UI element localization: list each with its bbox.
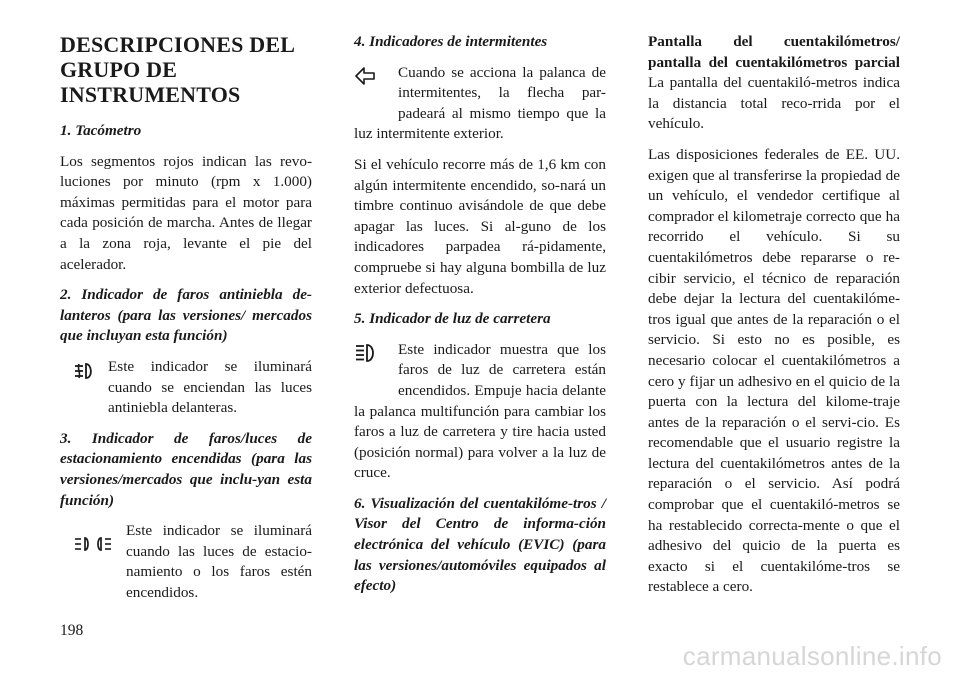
section-4-block [354, 63, 606, 145]
section-5-text: Este indicador muestra que los faros de luz de carretera están encendidos. Empuje hacia delante la palanca multifunción para cambiar los faros a luz de carretera y tire hacia usted (posición normal) para volver a la luz de cruce. [354, 340, 606, 482]
column-right [648, 32, 900, 608]
column-middle [354, 32, 606, 607]
section-4-text: Cuando se acciona la palanca de intermitentes, la flecha par-padeará al mismo tiempo que la luz intermitente exterior. [354, 63, 606, 143]
section-7-text: La pantalla del cuentakiló-metros indica la distancia total reco-rrida por el vehículo. [648, 74, 900, 133]
parking-lights-icon [60, 521, 126, 553]
section-7-heading: Pantalla del cuentakilómetros/ pantalla del cuentakilómetros parcial [648, 33, 900, 71]
watermark: carmanualsonline.info [682, 641, 942, 671]
section-4-heading: 4. Indicadores de intermitentes [354, 33, 548, 50]
section-7-paragraph [648, 32, 900, 135]
section-6-heading: 6. Visualización del cuentakilóme-tros / Visor del Centro de informa-ción electrónica del vehículo (EVIC) (para las versiones/automóviles equipados al efecto) [354, 494, 606, 595]
section-4-text-2: Si el vehículo recorre más de 1,6 km con algún intermitente encendido, so-nará un timbre continuo avisándole de que debe apagar las luces. Si al-guno de los indicadores parpadea rá-pidamente, compruebe si hay alguna bombilla de luz exterior defectuosa. [354, 155, 606, 297]
section-7-text-2: Las disposiciones federales de EE. UU. exigen que al transferirse la propiedad de un vehículo, el vendedor certifique al comprador el kilometraje correcto que ha recorrido el vehículo. Si su cuentakilómetros debe repararse o re-cibir servicio, el técnico de reparación debe dejar la lectura del cuentakilóme-tros igual que antes de la reparación o el servicio. Si esto no es posible, es necesario colocar el cuentakilómetros a cero y fijar un adhesivo en el quicio de la puerta con la lectura del kilome-traje antes de la reparación o el servi-cio. Es recomendable que el usuario registre la lectura del cuentakilómetros antes de la reparación o el servicio. Así podrá comprobar que el cuentakiló-metros se ha restablecido correcta-mente o que el adhesivo del quicio de la puerta es exacto si el cuentakilóme-tros se restablece a cero. [648, 145, 900, 596]
section-2-text: Este indicador se iluminará cuando se enciendan las luces antiniebla delanteras. [108, 357, 312, 417]
turn-signal-arrow-icon [354, 63, 398, 105]
high-beam-icon [354, 340, 398, 382]
section-3-block [60, 521, 312, 603]
section-2-heading: 2. Indicador de faros antiniebla de-lanteros (para las versiones/ mercados que incluyan esta función) [60, 286, 312, 345]
section-5-heading: 5. Indicador de luz de carretera [354, 310, 551, 328]
section-1-text: Los segmentos rojos indican las revo-luciones por minuto (rpm x 1.000) máximas permitidas para el motor para cada posición de marcha. Antes de llegar a la zona roja, levante el pie del acelerador. [60, 152, 312, 273]
front-fog-light-icon [60, 357, 108, 381]
section-5-block [354, 340, 606, 484]
section-3-text: Este indicador se iluminará cuando las luces de estacio-namiento o los faros estén encendidos. [126, 522, 312, 601]
section-3-heading: 3. Indicador de faros/luces de estacionamiento encendidas (para las versiones/mercados que inclu-yan esta función) [60, 429, 312, 509]
section-2-block [60, 357, 312, 419]
page-number: 198 [60, 622, 84, 639]
section-1-heading: 1. Tacómetro [60, 122, 142, 139]
column-left [60, 32, 312, 613]
page-title: DESCRIPCIONES DEL GRUPO DE INSTRUMENTOS [60, 32, 294, 107]
